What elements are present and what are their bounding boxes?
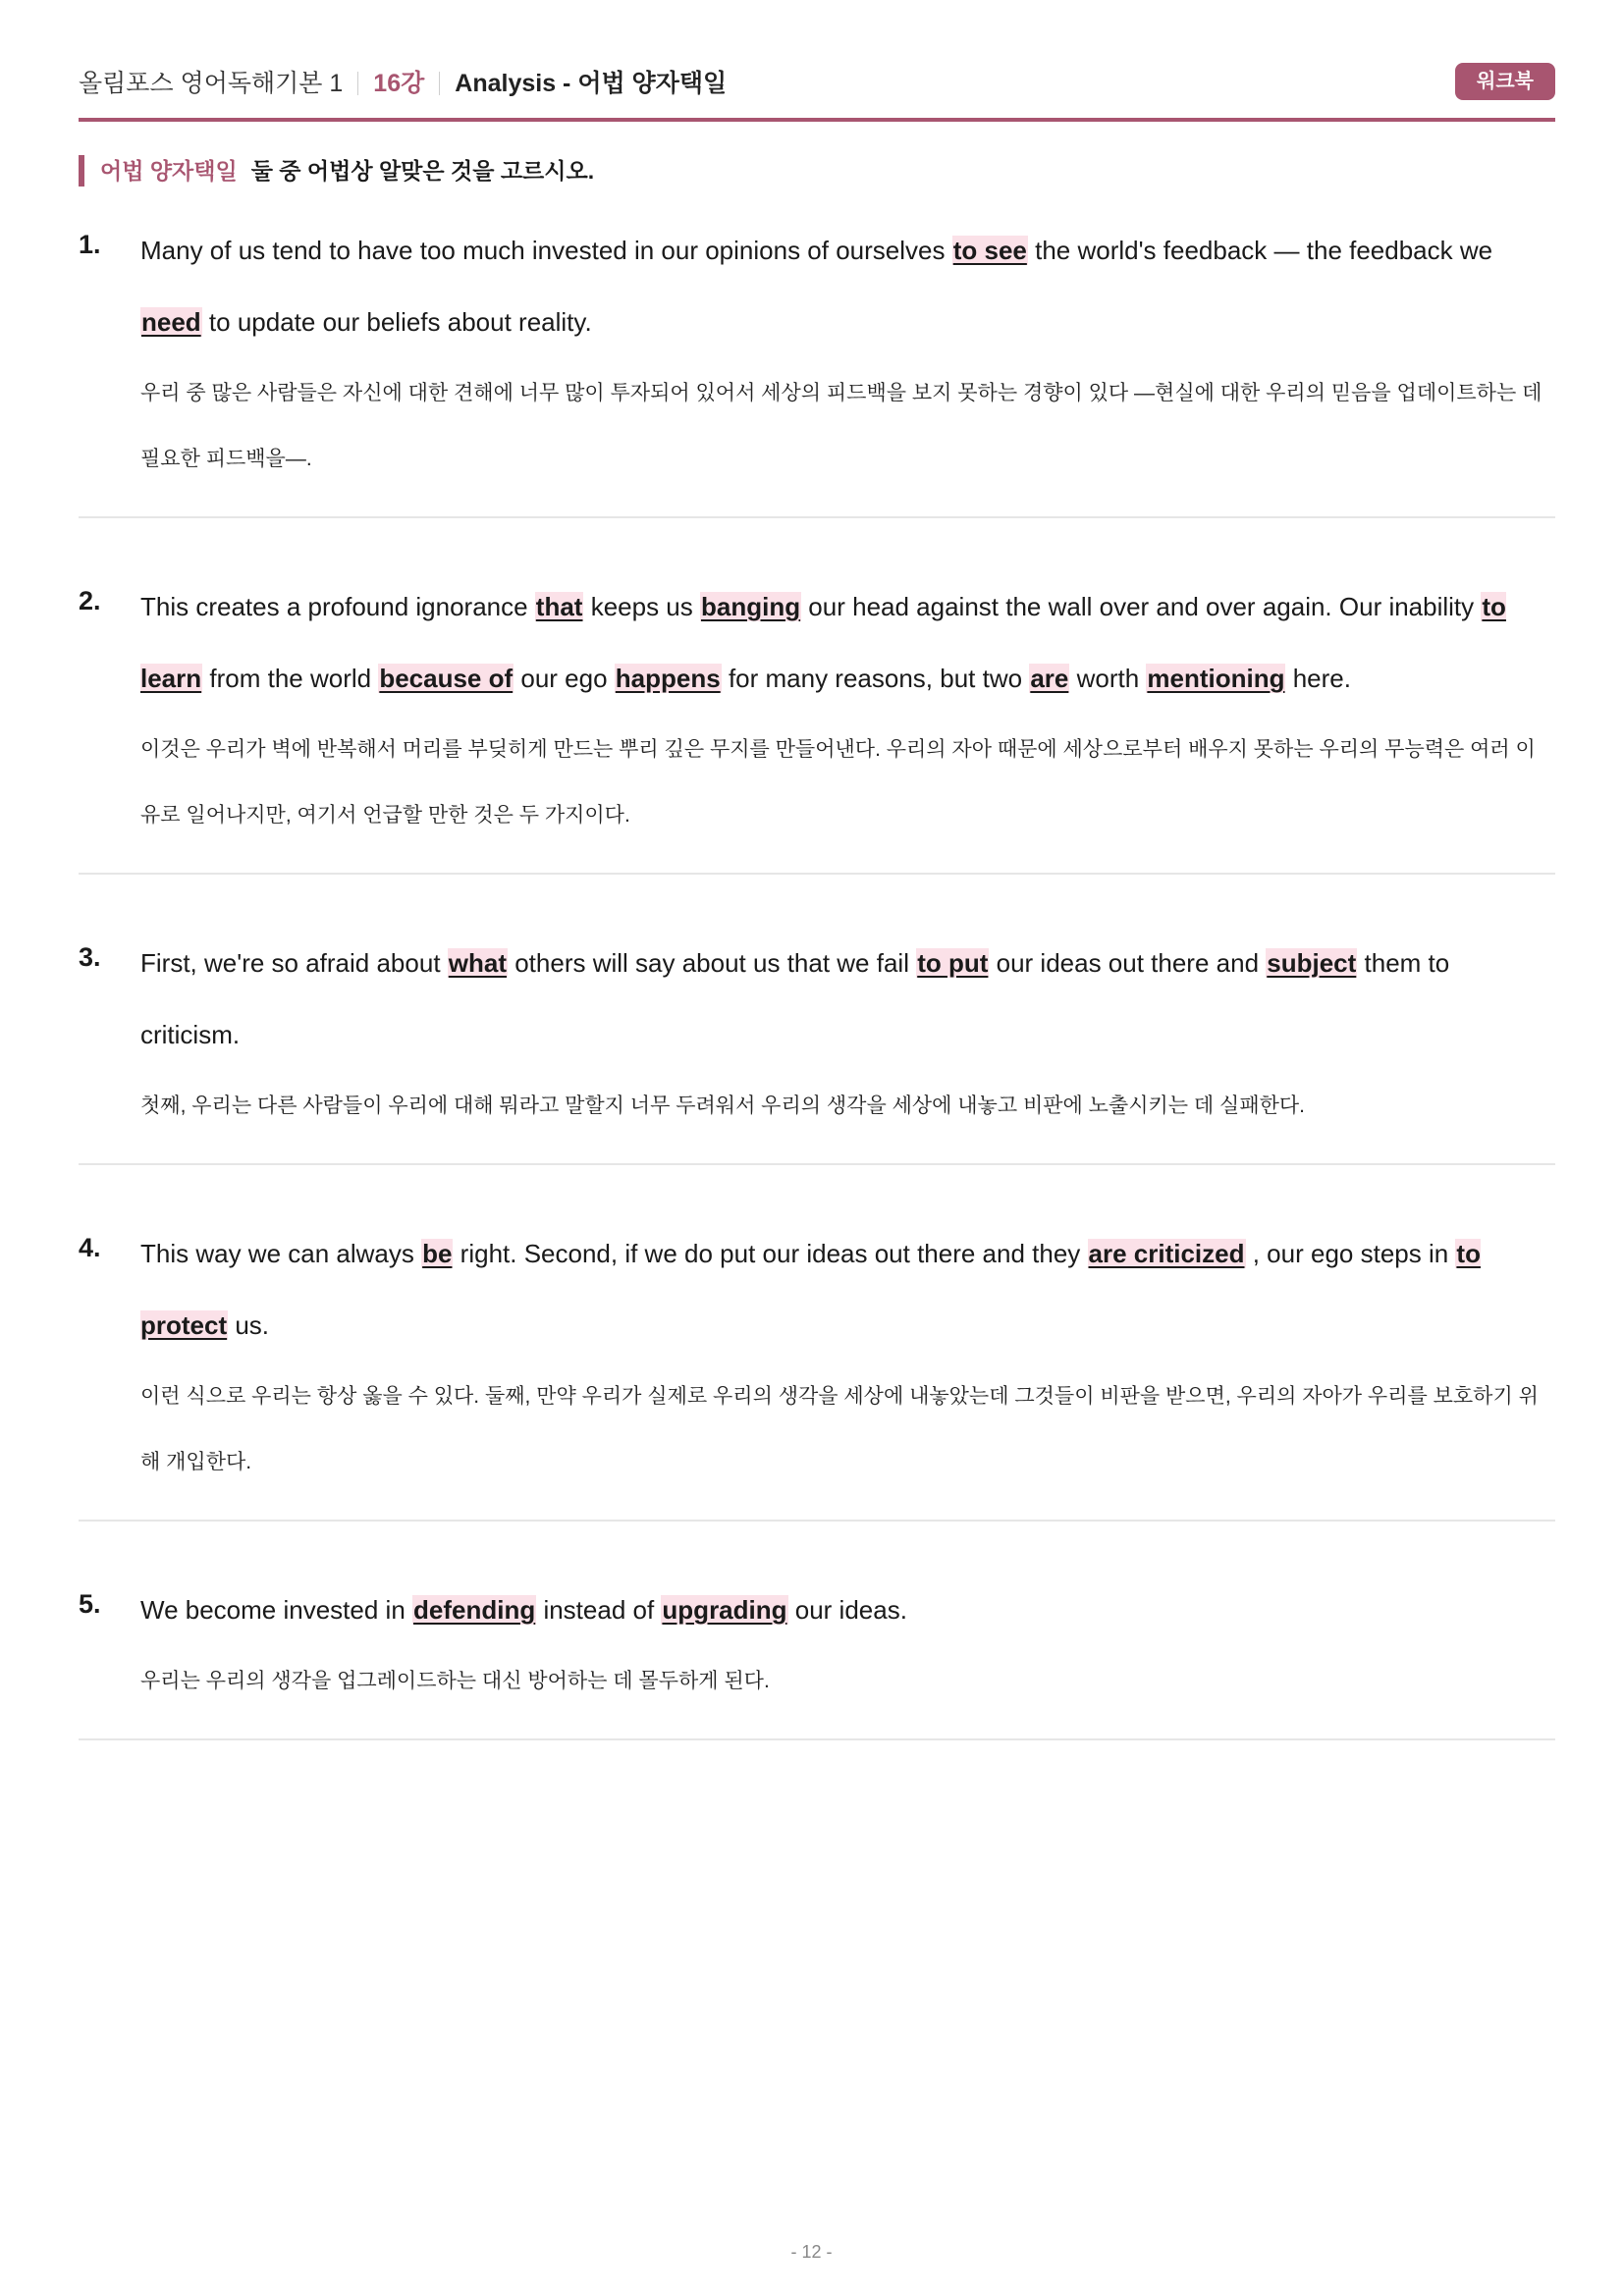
sentence-text: to update our beliefs about reality. [201, 307, 592, 337]
grammar-choice[interactable]: because of [379, 664, 514, 693]
instruction-category: 어법 양자택일 [100, 158, 238, 184]
grammar-choice[interactable]: happens [615, 664, 721, 693]
sentence-text: here. [1285, 664, 1351, 693]
sentence-text: our ideas. [787, 1595, 907, 1625]
sentence-text: keeps us [583, 592, 700, 621]
workbook-badge: 워크북 [1455, 63, 1555, 100]
sentence-text: worth [1069, 664, 1147, 693]
sentence-text: First, we're so afraid about [140, 948, 448, 978]
english-sentence [140, 571, 1555, 715]
korean-translation: 이것은 우리가 벽에 반복해서 머리를 부딪히게 만드는 뿌리 깊은 무지를 만들어낸다. 우리의 자아 때문에 세상으로부터 배우지 못하는 우리의 무능력은 여러 이유로 일어나지만, 여기서 언급할 만한 것은 두 가지이다. [140, 738, 1536, 827]
question-number: 3. [79, 942, 101, 972]
grammar-choice[interactable]: banging [700, 592, 801, 621]
korean-translation: 우리는 우리의 생각을 업그레이드하는 대신 방어하는 데 몰두하게 된다. [140, 1670, 770, 1692]
grammar-choice[interactable]: mentioning [1147, 664, 1285, 693]
separator [357, 72, 358, 95]
sentence-text: our ideas out there and [989, 948, 1267, 978]
instruction [79, 155, 594, 187]
sentence-text: others will say about us that we fail [508, 948, 917, 978]
grammar-choice[interactable]: subject [1267, 948, 1357, 978]
grammar-choice[interactable]: need [141, 307, 201, 337]
sentence-text: This way we can always [140, 1239, 422, 1268]
korean-translation: 우리 중 많은 사람들은 자신에 대한 견해에 너무 많이 투자되어 있어서 세상의 피드백을 보지 못하는 경향이 있다 —현실에 대한 우리의 믿음을 업데이트하는 데 필요한 피드백을—. [140, 382, 1542, 470]
grammar-choice[interactable]: what [448, 948, 507, 978]
korean-translation: 이런 식으로 우리는 항상 옳을 수 있다. 둘째, 만약 우리가 실제로 우리의 생각을 세상에 내놓았는데 그것들이 비판을 받으면, 우리의 자아가 우리를 보호하기 위해 개입한다. [140, 1385, 1539, 1473]
grammar-choice[interactable]: are criticized [1088, 1239, 1245, 1268]
breadcrumb [79, 67, 727, 100]
english-sentence [140, 215, 1555, 358]
sentence-text: , our ego steps in [1245, 1239, 1456, 1268]
korean-translation: 첫째, 우리는 다른 사람들이 우리에 대해 뭐라고 말할지 너무 두려워서 우리의 생각을 세상에 내놓고 비판에 노출시키는 데 실패한다. [140, 1095, 1306, 1117]
sentence-text: us. [228, 1310, 270, 1340]
instruction-text: 둘 중 어법상 알맞은 것을 고르시오. [250, 158, 595, 184]
lesson-number: 16강 [373, 70, 425, 97]
sentence-text: for many reasons, but two [721, 664, 1030, 693]
page-number: - 12 - [790, 2242, 833, 2262]
question-number: 5. [79, 1589, 101, 1619]
question-item [79, 914, 1555, 1165]
grammar-choice[interactable]: that [535, 592, 583, 621]
separator [439, 72, 440, 95]
sentence-text: them to criticism. [140, 948, 1450, 1049]
english-sentence [140, 1218, 1555, 1362]
question-number: 4. [79, 1233, 101, 1262]
grammar-choice[interactable]: be [422, 1239, 453, 1268]
question-item [79, 201, 1555, 518]
question-list [79, 201, 1555, 1780]
section-title: Analysis - 어법 양자택일 [455, 70, 728, 97]
grammar-choice[interactable]: to put [917, 948, 989, 978]
sentence-text: our head against the wall over and over again. Our inability [801, 592, 1482, 621]
grammar-choice[interactable]: to learn [140, 592, 1506, 693]
question-item [79, 558, 1555, 875]
question-item [79, 1204, 1555, 1522]
sentence-text: the world's feedback — the feedback we [1027, 236, 1493, 265]
english-sentence [140, 928, 1555, 1071]
sentence-text: This creates a profound ignorance [140, 592, 535, 621]
page-header [79, 63, 1555, 122]
sentence-text: from the world [202, 664, 379, 693]
sentence-text: instead of [536, 1595, 662, 1625]
sentence-text: our ego [514, 664, 615, 693]
question-number: 1. [79, 230, 101, 259]
question-item [79, 1561, 1555, 1740]
grammar-choice[interactable]: upgrading [662, 1595, 787, 1625]
book-title: 올림포스 영어독해기본 1 [79, 70, 344, 97]
grammar-choice[interactable]: to protect [140, 1239, 1481, 1340]
grammar-choice[interactable]: are [1030, 664, 1069, 693]
sentence-text: right. Second, if we do put our ideas out there and they [453, 1239, 1088, 1268]
english-sentence [140, 1575, 1555, 1646]
question-number: 2. [79, 586, 101, 615]
sentence-text: Many of us tend to have too much invested in our opinions of ourselves [140, 236, 952, 265]
grammar-choice[interactable]: to see [952, 236, 1027, 265]
grammar-choice[interactable]: defending [413, 1595, 536, 1625]
sentence-text: We become invested in [140, 1595, 412, 1625]
